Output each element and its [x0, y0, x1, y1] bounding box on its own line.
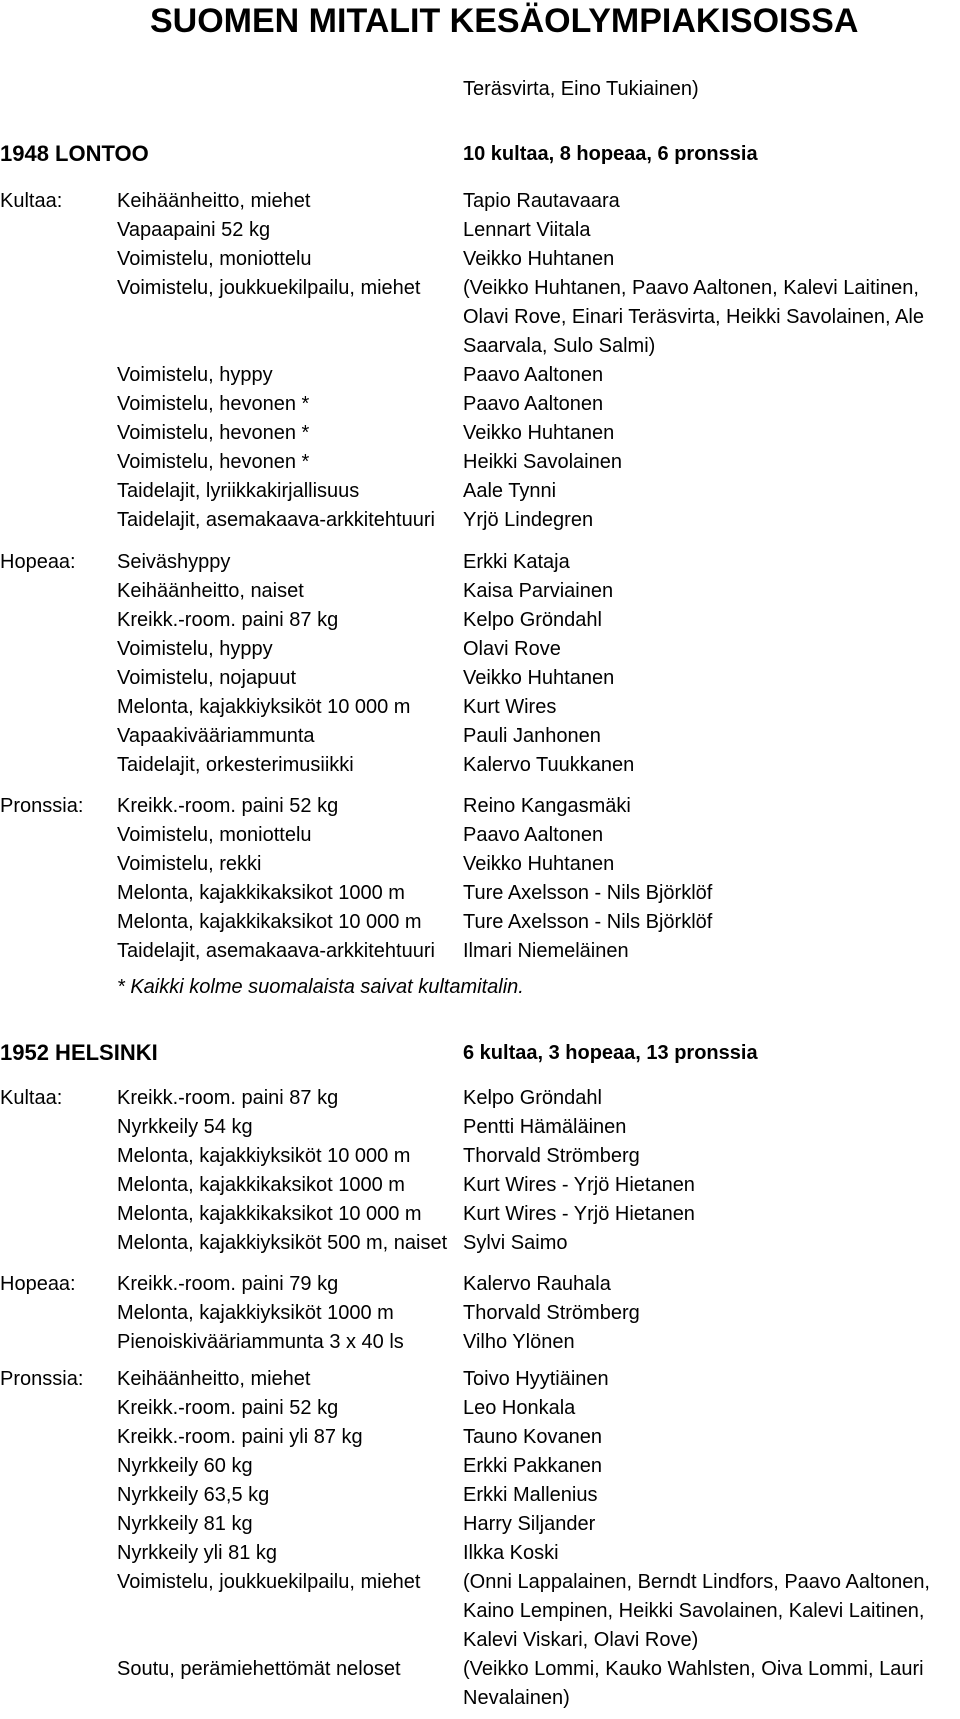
medal-row: [0, 245, 960, 274]
athlete-name: Ture Axelsson - Nils Björklöf: [463, 882, 713, 904]
event-name: Taidelajit, lyriikkakirjallisuus: [117, 480, 360, 502]
medal-row: [0, 821, 960, 850]
athlete-name: Veikko Huhtanen: [463, 853, 615, 875]
athlete-name: Kurt Wires: [463, 696, 557, 718]
medal-row: [0, 477, 960, 506]
medal-row: [0, 1270, 960, 1299]
event-name: Voimistelu, rekki: [117, 853, 262, 875]
athlete-name: Leo Honkala: [463, 1397, 576, 1419]
event-name: Nyrkkeily yli 81 kg: [117, 1542, 278, 1564]
athlete-name: Ture Axelsson - Nils Björklöf: [463, 911, 713, 933]
medal-row: [0, 1171, 960, 1200]
medal-row: [0, 1200, 960, 1229]
medal-group-gold-1952: [0, 1084, 960, 1258]
medal-group-silver-1948: [0, 548, 960, 780]
athlete-name: Erkki Pakkanen: [463, 1455, 602, 1477]
medal-row: [0, 1084, 960, 1113]
medal-type-label: Kultaa:: [0, 190, 63, 212]
athlete-name: (Veikko Lommi, Kauko Wahlsten, Oiva Lommi, Lauri Nevalainen): [463, 1658, 924, 1709]
medal-row: [0, 506, 960, 535]
footnote: * Kaikki kolme suomalaista saivat kultamitalin.: [117, 976, 524, 998]
athlete-name: Vilho Ylönen: [463, 1331, 575, 1353]
medal-row: [0, 1113, 960, 1142]
medal-row: [0, 664, 960, 693]
event-name: Seiväshyppy: [117, 551, 231, 573]
medal-type-label: Kultaa:: [0, 1087, 63, 1109]
continuation-text: Teräsvirta, Eino Tukiainen): [463, 78, 699, 100]
event-name: Kreikk.-room. paini 52 kg: [117, 795, 339, 817]
medal-row: [0, 1481, 960, 1510]
event-name: Pienoiskivääriammunta 3 x 40 ls: [117, 1331, 404, 1353]
event-name: Melonta, kajakkiyksiköt 500 m, naiset: [117, 1232, 448, 1254]
event-name: Voimistelu, hyppy: [117, 364, 273, 386]
medal-row: [0, 216, 960, 245]
medal-row: [0, 361, 960, 390]
medal-row: [0, 1452, 960, 1481]
athlete-name: Aale Tynni: [463, 480, 557, 502]
event-name: Voimistelu, hyppy: [117, 638, 273, 660]
medal-row: [0, 577, 960, 606]
event-name: Melonta, kajakkikaksikot 10 000 m: [117, 911, 422, 933]
event-name: Voimistelu, hevonen *: [117, 451, 310, 473]
athlete-name: Kalervo Tuukkanen: [463, 754, 635, 776]
event-name: Nyrkkeily 63,5 kg: [117, 1484, 270, 1506]
event-name: Taidelajit, asemakaava-arkkitehtuuri: [117, 940, 435, 962]
athlete-name: Toivo Hyytiäinen: [463, 1368, 609, 1390]
athlete-name: (Veikko Huhtanen, Paavo Aaltonen, Kalevi Laitinen, Olavi Rove, Einari Teräsvirta, Heikki Savolainen, Ale Saarvala, Sulo Salmi): [463, 277, 924, 357]
event-name: Nyrkkeily 81 kg: [117, 1513, 253, 1535]
medal-row: [0, 792, 960, 821]
athlete-name: Pauli Janhonen: [463, 725, 601, 747]
athlete-name: Kelpo Gröndahl: [463, 1087, 602, 1109]
athlete-name: Kurt Wires - Yrjö Hietanen: [463, 1174, 695, 1196]
athlete-name: Kalervo Rauhala: [463, 1273, 611, 1295]
section-header-1952: [0, 1040, 960, 1070]
athlete-name: Ilkka Koski: [463, 1542, 559, 1564]
medal-row: [0, 1229, 960, 1258]
medal-row: [0, 635, 960, 664]
athlete-name: Erkki Mallenius: [463, 1484, 598, 1506]
event-name: Nyrkkeily 54 kg: [117, 1116, 253, 1138]
athlete-name: Paavo Aaltonen: [463, 393, 604, 415]
athlete-name: Kelpo Gröndahl: [463, 609, 602, 631]
medal-row: [0, 1539, 960, 1568]
medal-row: [0, 908, 960, 937]
athlete-name: Harry Siljander: [463, 1513, 596, 1535]
medal-row: [0, 937, 960, 966]
medal-row: [0, 1394, 960, 1423]
medal-row: [0, 850, 960, 879]
medal-summary: 10 kultaa, 8 hopeaa, 6 pronssia: [463, 143, 758, 165]
event-name: Kreikk.-room. paini 87 kg: [117, 609, 339, 631]
event-name: Kreikk.-room. paini 79 kg: [117, 1273, 339, 1295]
medal-row: [0, 1328, 960, 1357]
event-name: Kreikk.-room. paini 87 kg: [117, 1087, 339, 1109]
event-name: Voimistelu, joukkuekilpailu, miehet: [117, 277, 421, 299]
athlete-name: Kaisa Parviainen: [463, 580, 614, 602]
event-name: Taidelajit, asemakaava-arkkitehtuuri: [117, 509, 435, 531]
athlete-name: Olavi Rove: [463, 638, 561, 660]
athlete-name: Paavo Aaltonen: [463, 364, 604, 386]
medal-type-label: Pronssia:: [0, 795, 84, 817]
athlete-name: Veikko Huhtanen: [463, 422, 615, 444]
section-title: 1952 HELSINKI: [0, 1040, 158, 1065]
event-name: Vapaapaini 52 kg: [117, 219, 271, 241]
athlete-name: Lennart Viitala: [463, 219, 591, 241]
medal-row: [0, 879, 960, 908]
event-name: Voimistelu, nojapuut: [117, 667, 297, 689]
event-name: Kreikk.-room. paini yli 87 kg: [117, 1426, 363, 1448]
medal-group-gold-1948: [0, 187, 960, 535]
medal-row: [0, 722, 960, 751]
athlete-name: Thorvald Strömberg: [463, 1145, 640, 1167]
athlete-name: Sylvi Saimo: [463, 1232, 568, 1254]
event-name: Voimistelu, moniottelu: [117, 824, 312, 846]
athlete-name: Kurt Wires - Yrjö Hietanen: [463, 1203, 695, 1225]
event-name: Voimistelu, joukkuekilpailu, miehet: [117, 1571, 421, 1593]
event-name: Kreikk.-room. paini 52 kg: [117, 1397, 339, 1419]
medal-row: [0, 390, 960, 419]
athlete-name: Yrjö Lindegren: [463, 509, 594, 531]
event-name: Melonta, kajakkiyksiköt 10 000 m: [117, 696, 411, 718]
medal-group-bronze-1948: [0, 792, 960, 966]
section-title: 1948 LONTOO: [0, 141, 149, 166]
event-name: Melonta, kajakkikaksikot 1000 m: [117, 1174, 405, 1196]
event-name: Taidelajit, orkesterimusiikki: [117, 754, 354, 776]
athlete-name: Tapio Rautavaara: [463, 190, 620, 212]
event-name: Voimistelu, hevonen *: [117, 422, 310, 444]
medal-group-bronze-1952: [0, 1365, 960, 1713]
athlete-name: Thorvald Strömberg: [463, 1302, 640, 1324]
medal-row: [0, 693, 960, 722]
medal-row: [0, 1655, 960, 1713]
event-name: Vapaakivääriammunta: [117, 725, 315, 747]
event-name: Soutu, perämiehettömät neloset: [117, 1658, 401, 1680]
medal-row: [0, 1510, 960, 1539]
medal-row: [0, 548, 960, 577]
medal-row: [0, 187, 960, 216]
athlete-name: Ilmari Niemeläinen: [463, 940, 629, 962]
medal-summary: 6 kultaa, 3 hopeaa, 13 pronssia: [463, 1042, 758, 1064]
event-name: Voimistelu, hevonen *: [117, 393, 310, 415]
medal-type-label: Hopeaa:: [0, 1273, 76, 1295]
event-name: Keihäänheitto, naiset: [117, 580, 304, 602]
medal-group-silver-1952: [0, 1270, 960, 1357]
page-title: SUOMEN MITALIT KESÄOLYMPIAKISOISSA: [150, 2, 859, 40]
athlete-name: Tauno Kovanen: [463, 1426, 603, 1448]
event-name: Voimistelu, moniottelu: [117, 248, 312, 270]
medal-row: [0, 1568, 960, 1655]
event-name: Keihäänheitto, miehet: [117, 1368, 311, 1390]
medal-type-label: Hopeaa:: [0, 551, 76, 573]
athlete-name: (Onni Lappalainen, Berndt Lindfors, Paavo Aaltonen, Kaino Lempinen, Heikki Savolainen, Kalevi Laitinen, Kalevi Viskari, Olavi Rove): [463, 1571, 930, 1651]
event-name: Nyrkkeily 60 kg: [117, 1455, 253, 1477]
medal-row: [0, 606, 960, 635]
athlete-name: Erkki Kataja: [463, 551, 570, 573]
medal-row: [0, 1142, 960, 1171]
medal-row: [0, 419, 960, 448]
event-name: Melonta, kajakkikaksikot 1000 m: [117, 882, 405, 904]
athlete-name: Reino Kangasmäki: [463, 795, 631, 817]
event-name: Melonta, kajakkikaksikot 10 000 m: [117, 1203, 422, 1225]
medal-row: [0, 1299, 960, 1328]
medal-type-label: Pronssia:: [0, 1368, 84, 1390]
athlete-name: Paavo Aaltonen: [463, 824, 604, 846]
medal-row: [0, 1423, 960, 1452]
athlete-name: Heikki Savolainen: [463, 451, 622, 473]
medal-row: [0, 1365, 960, 1394]
athlete-name: Veikko Huhtanen: [463, 667, 615, 689]
event-name: Melonta, kajakkiyksiköt 10 000 m: [117, 1145, 411, 1167]
section-header-1948: [0, 141, 960, 171]
event-name: Melonta, kajakkiyksiköt 1000 m: [117, 1302, 394, 1324]
medal-row: [0, 751, 960, 780]
medal-row: [0, 448, 960, 477]
athlete-name: Veikko Huhtanen: [463, 248, 615, 270]
event-name: Keihäänheitto, miehet: [117, 190, 311, 212]
athlete-name: Pentti Hämäläinen: [463, 1116, 627, 1138]
medal-row: [0, 274, 960, 361]
